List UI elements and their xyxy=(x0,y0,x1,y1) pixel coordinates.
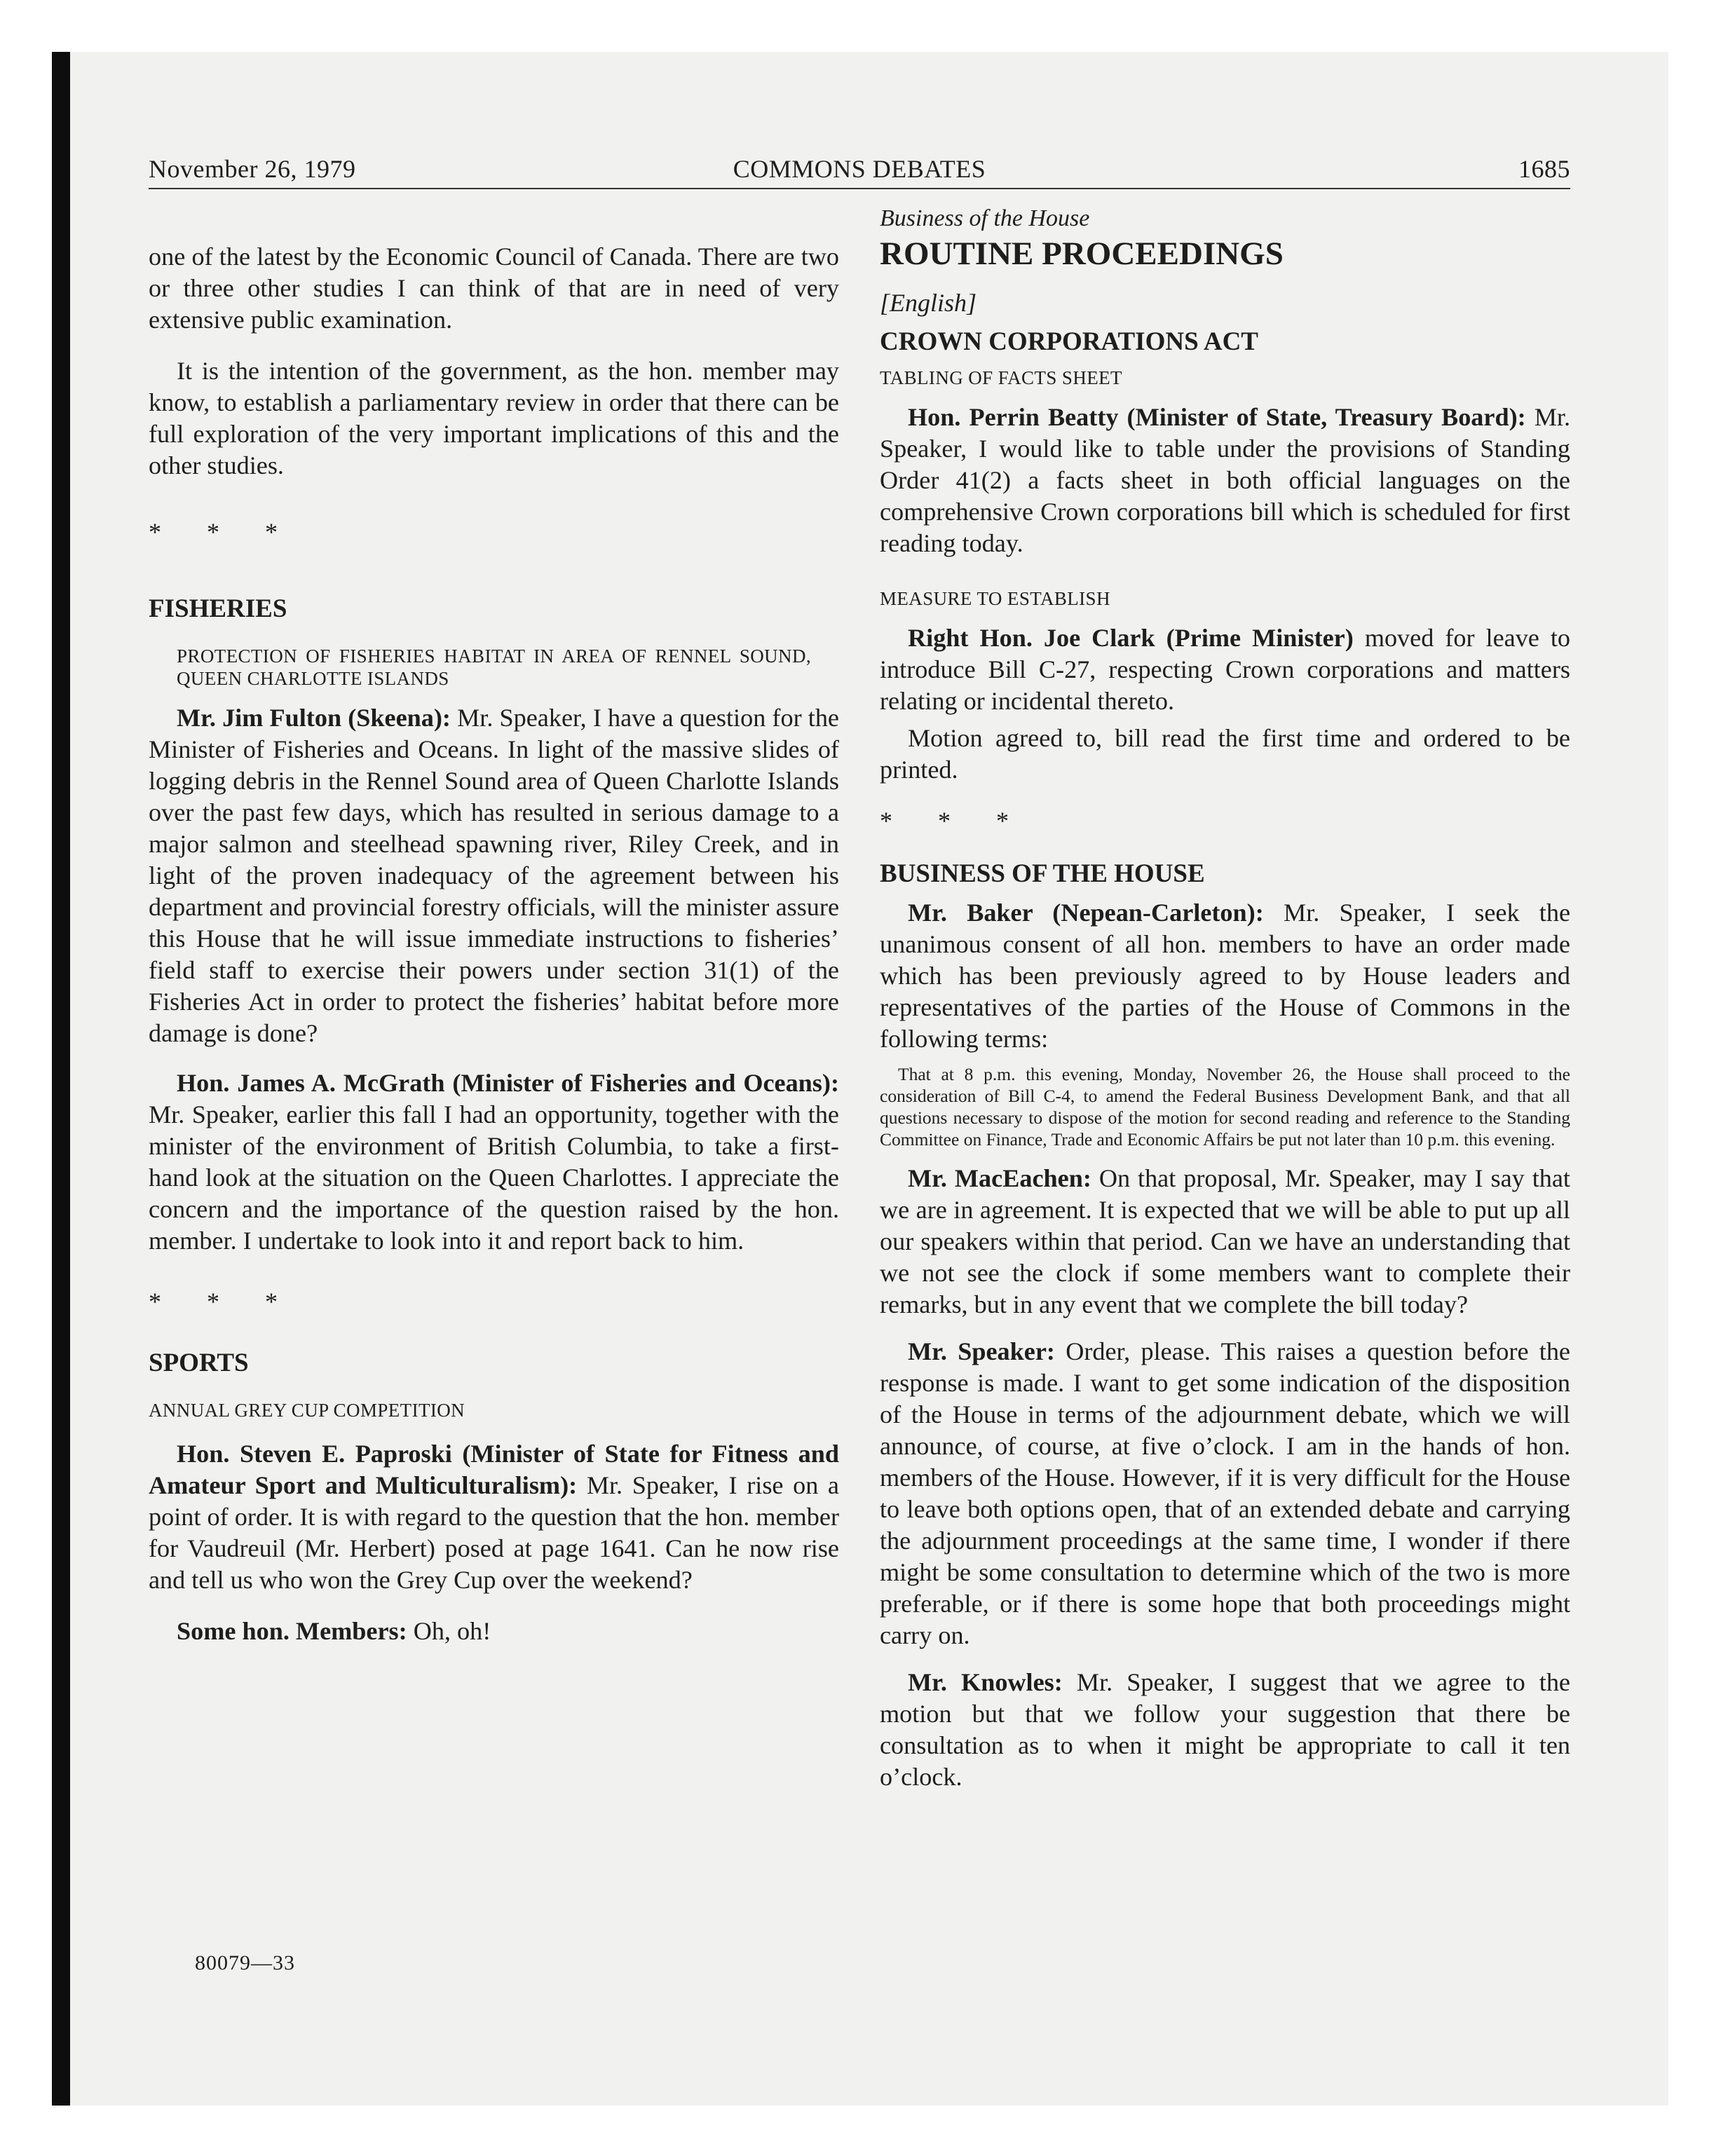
speech-text: moved for leave to introduce Bill C-27, respecting Crown corporations and matters relating or incidental thereto. xyxy=(880,624,1571,715)
maceachen-reply xyxy=(880,1163,1570,1321)
right-column xyxy=(880,196,1570,1793)
speech-text: Order, please. This raises a question before the response is made. I want to get some indication of the disposition of the House in terms of the adjournment debate, which we will announce, of course, at five o’clock. I am in the hands of hon. members of the House. However, if it is very difficult for the House to leave both options open, that of an extended debate and carrying the adjournment proceedings at the same time, I wonder if there might be some consultation to determine which of the two is more preferable, or if there is some hope that both proceedings might carry on. xyxy=(880,1337,1570,1649)
section-divider-stars: * * * xyxy=(149,1288,297,1316)
beatty-statement xyxy=(880,402,1570,559)
fisheries-subheading: PROTECTION OF FISHERIES HABITAT IN AREA OF RENNEL SOUND, QUEEN CHARLOTTE ISLANDS xyxy=(177,646,811,689)
print-code: 80079—33 xyxy=(195,1951,295,1974)
routine-proceedings-heading: ROUTINE PROCEEDINGS xyxy=(880,236,1284,272)
speaker-name: Mr. Jim Fulton (Skeena): xyxy=(177,704,451,732)
section-divider-stars: * * * xyxy=(880,807,1028,835)
scan-edge-bar xyxy=(52,52,70,2106)
paragraph-review: It is the intention of the government, as the hon. member may know, to establish a parliamentary review in order that there can be full exploration of the very important implications of this and the other studies. xyxy=(149,357,839,479)
baker-request xyxy=(880,897,1570,1055)
speaker-name: Mr. Baker (Nepean-Carleton): xyxy=(908,899,1264,927)
motion-agreed: Motion agreed to, bill read the first time and ordered to be printed. xyxy=(880,724,1570,784)
members-interjection xyxy=(149,1616,839,1647)
speaker-name: Some hon. Members: xyxy=(177,1617,407,1645)
tabling-subheading: TABLING OF FACTS SHEET xyxy=(880,367,1122,388)
speaker-name: Mr. Knowles: xyxy=(908,1668,1063,1696)
speech-text: Mr. Speaker, I rise on a point of order. It is with regard to the question that the hon. member for Vaudreuil (Mr. Herbert) posed at page 1641. Can he now rise and tell us who won the Grey Cup over the weekend? xyxy=(149,1471,839,1594)
fisheries-heading: FISHERIES xyxy=(149,594,287,623)
left-column xyxy=(149,196,839,1647)
page-header xyxy=(149,150,1570,189)
speaker-name: Right Hon. Joe Clark (Prime Minister) xyxy=(908,624,1354,652)
speech-text: Mr. Speaker, I would like to table under the provisions of Standing Order 41(2) a facts sheet in both official languages on the comprehensive Crown corporations bill which is scheduled for first reading today. xyxy=(880,403,1570,557)
order-quotation: That at 8 p.m. this evening, Monday, November 26, the House shall proceed to the consideration of Bill C-4, to amend the Federal Business Development Bank, and that all questions necessary to dispose of the motion for second reading and reference to the Standing Committee on Finance, Trade and Economic Affairs be put not later than 10 p.m. this evening. xyxy=(880,1064,1570,1149)
header-title: COMMONS DEBATES xyxy=(733,155,986,183)
business-of-house-heading: BUSINESS OF THE HOUSE xyxy=(880,859,1205,888)
speaker-ruling xyxy=(880,1336,1570,1651)
speech-text: Mr. Speaker, I have a question for the Minister of Fisheries and Oceans. In light of the massive slides of logging debris in the Rennel Sound area of Queen Charlotte Islands over the past few days, which has resulted in serious damage to a major salmon and steelhead spawning river, Riley Creek, and in light of the proven inadequacy of the agreement between his department and provincial forestry officials, will the minister assure this House that he will issue immediate instructions to fisheries’ field staff to exercise their powers under section 31(1) of the Fisheries Act in order to protect the fisheries’ habitat before more damage is done? xyxy=(149,704,839,1047)
paproski-point-of-order xyxy=(149,1438,839,1596)
speaker-name: Hon. Perrin Beatty (Minister of State, Treasury Board): xyxy=(908,403,1526,431)
fulton-question xyxy=(149,702,839,1049)
speech-text: Mr. Speaker, I suggest that we agree to the motion but that we follow your suggestion that there be consultation as to when it might be appropriate to call it ten o’clock. xyxy=(880,1668,1570,1791)
speaker-name: Hon. James A. McGrath (Minister of Fisheries and Oceans): xyxy=(177,1069,839,1097)
mcgrath-answer xyxy=(149,1067,839,1257)
speaker-name: Mr. MacEachen: xyxy=(908,1164,1091,1192)
language-tag: [English] xyxy=(880,289,977,317)
speaker-name: Hon. Steven E. Paproski (Minister of State for Fitness and Amateur Sport and Multiculturalism): xyxy=(149,1440,839,1499)
business-of-house-running-head: Business of the House xyxy=(880,205,1090,231)
speaker-name: Mr. Speaker: xyxy=(908,1337,1055,1365)
knowles-reply xyxy=(880,1667,1570,1793)
header-date: November 26, 1979 xyxy=(149,155,356,183)
sports-subheading: ANNUAL GREY CUP COMPETITION xyxy=(149,1400,465,1421)
header-page-number: 1685 xyxy=(1518,155,1570,183)
speech-text: Mr. Speaker, earlier this fall I had an opportunity, together with the minister of the environment of British Columbia, to take a first-hand look at the situation on the Queen Charlottes. I appreciate the concern and the importance of the question raised by the hon. member. I undertake to look into it and report back to him. xyxy=(149,1100,839,1255)
speech-text: Oh, oh! xyxy=(407,1617,491,1645)
paragraph-continuation: one of the latest by the Economic Council of Canada. There are two or three other studies I can think of that are in need of very extensive public examination. xyxy=(149,243,839,334)
section-divider-stars: * * * xyxy=(149,518,297,546)
measure-subheading: MEASURE TO ESTABLISH xyxy=(880,588,1110,609)
clark-motion xyxy=(880,622,1570,717)
speech-text: On that proposal, Mr. Speaker, may I say that we are in agreement. It is expected that we will be able to put up all our speakers within that period. Can we have an understanding that we not see the clock if some members want to complete their remarks, but in any event that we complete the bill today? xyxy=(880,1164,1570,1318)
speech-text: Mr. Speaker, I seek the unanimous consent of all hon. members to have an order made which has been previously agreed to by House leaders and representatives of the parties of the House of Commons in the following terms: xyxy=(880,899,1571,1053)
crown-corporations-heading: CROWN CORPORATIONS ACT xyxy=(880,327,1258,356)
sports-heading: SPORTS xyxy=(149,1349,249,1377)
